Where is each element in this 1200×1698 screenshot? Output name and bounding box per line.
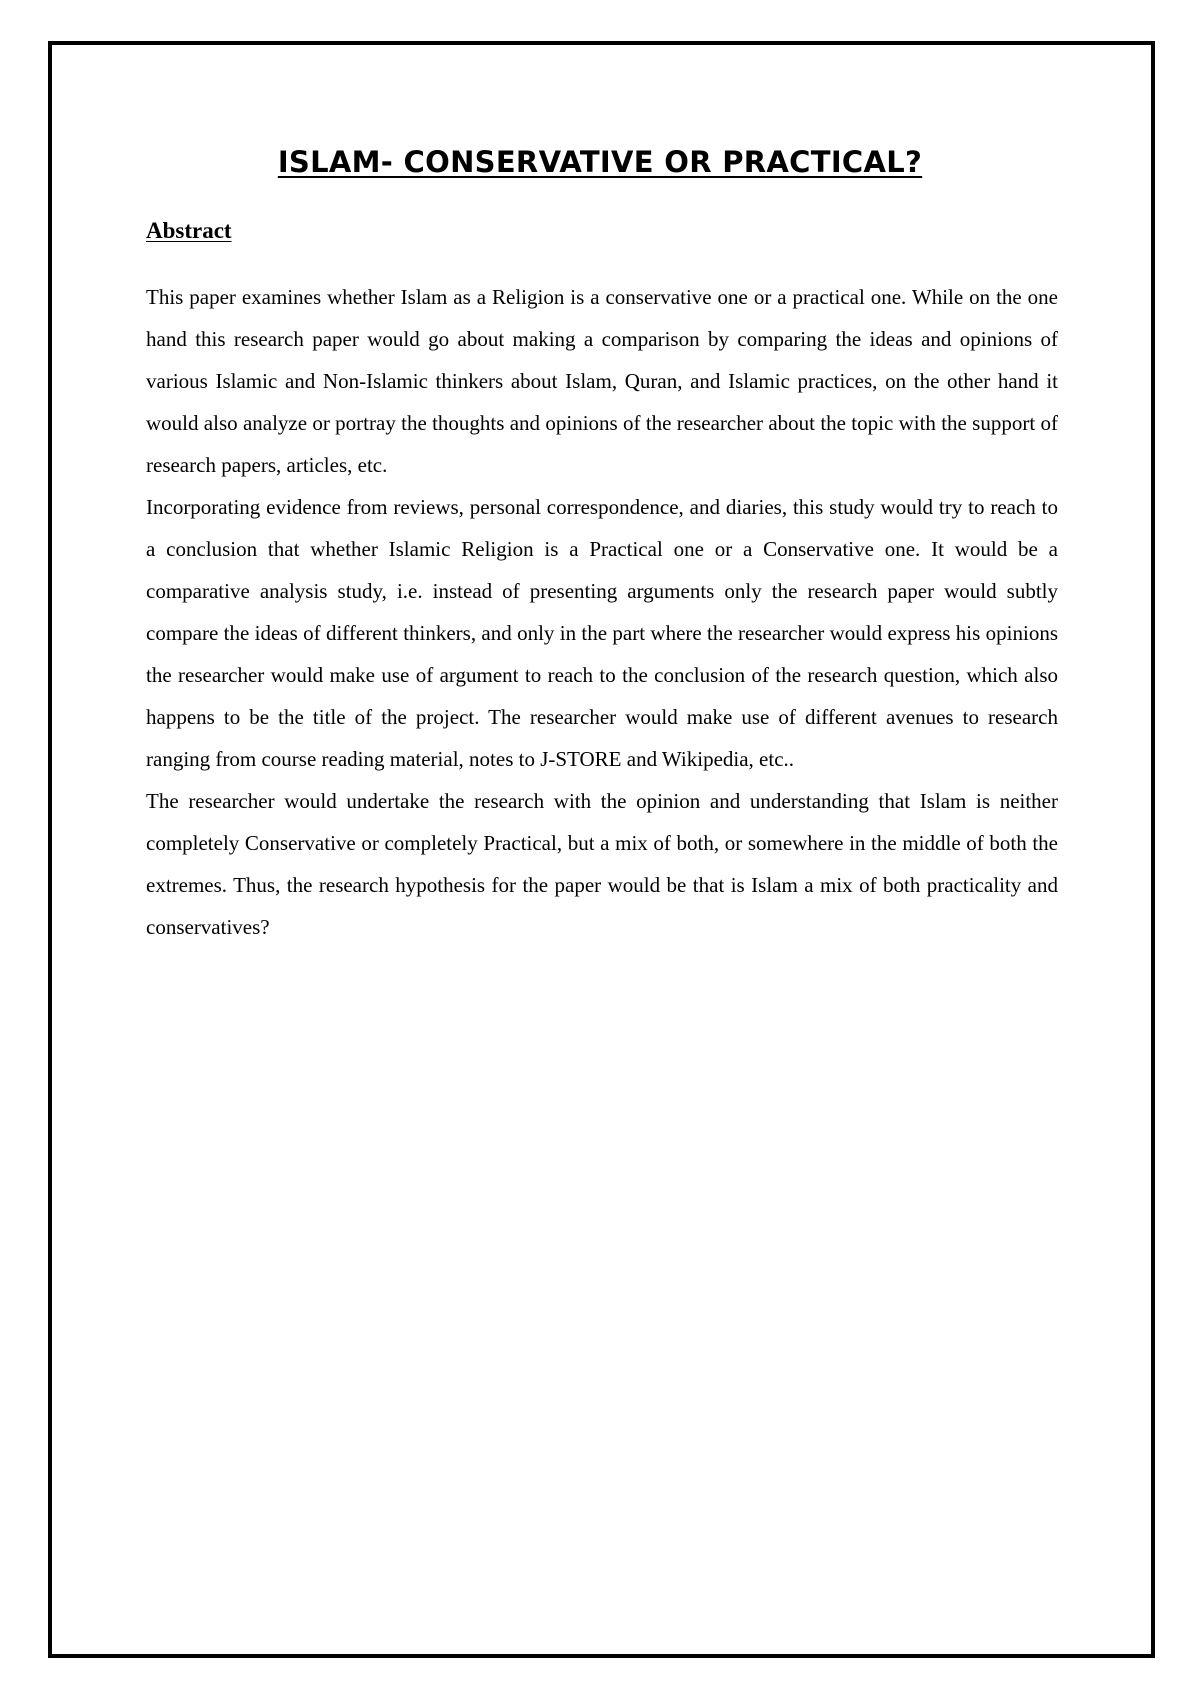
abstract-paragraph-1: This paper examines whether Islam as a Religion is a conservative one or a practical one. While on the one hand this research paper would go about making a comparison by comparing the ideas and opinions of various Islamic and Non-Islamic thinkers about Islam, Quran, and Islamic practices, on the other hand it would also analyze or portray the thoughts and opinions of the researcher about the topic with the support of research papers, articles, etc. [146, 285, 1058, 477]
abstract-heading: Abstract [146, 218, 232, 243]
abstract-paragraph-2: Incorporating evidence from reviews, personal correspondence, and diaries, this study would try to reach to a conclusion that whether Islamic Religion is a Practical one or a Conservative one. It would be a comparative analysis study, i.e. instead of presenting arguments only the research paper would subtly compare the ideas of different thinkers, and only in the part where the researcher would express his opinions the researcher would make use of argument to reach to the conclusion of the research question, which also happens to be the title of the project. The researcher would make use of different avenues to research ranging from course reading material, notes to J-STORE and Wikipedia, etc.. [146, 495, 1058, 771]
abstract-body [146, 276, 1058, 948]
abstract-paragraph-3: The researcher would undertake the research with the opinion and understanding that Islam is neither completely Conservative or completely Practical, but a mix of both, or somewhere in the middle of both the extremes. Thus, the research hypothesis for the paper would be that is Islam a mix of both practicality and conservatives? [146, 789, 1058, 939]
document-title: ISLAM- CONSERVATIVE OR PRACTICAL? [277, 145, 923, 179]
